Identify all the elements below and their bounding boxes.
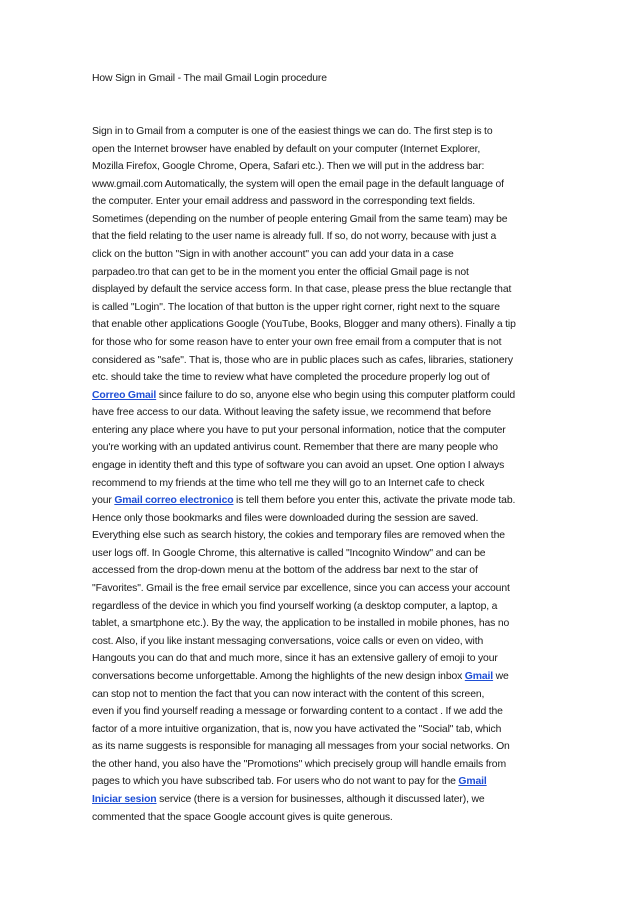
link-gmail[interactable]: Gmail (464, 670, 494, 682)
body-text: as its name suggests is responsible for managing all messages from your social networks. On (92, 741, 510, 753)
body-line (92, 633, 550, 651)
body-line (92, 492, 550, 510)
body-line (92, 527, 550, 545)
body-line (92, 475, 550, 493)
body-text: Everything else such as search history, the cokies and temporary files are removed when the (92, 530, 505, 542)
body-text: tablet, a smartphone etc.). By the way, the application to be installed in mobile phones, has no (92, 618, 510, 630)
body-line (92, 773, 550, 791)
body-line (92, 387, 550, 405)
body-text: open the Internet browser have enabled by default on your computer (Internet Explorer, (92, 143, 481, 155)
body-text: conversations become unforgettable. Among the highlights of the new design inbox (92, 670, 465, 682)
body-line (92, 281, 550, 299)
body-line (92, 422, 550, 440)
body-text: can stop not to mention the fact that you can now interact with the content of this screen, (92, 688, 485, 700)
body-text: engage in identity theft and this type of software you can avoid an upset. One option I always (92, 459, 505, 471)
body-text: www.gmail.com Automatically, the system will open the email page in the default language of (92, 178, 504, 190)
body-line (92, 299, 550, 317)
body-text: for those who for some reason have to enter your own free email from a computer that is not (92, 336, 502, 348)
body-line (92, 404, 550, 422)
body-text: recommend to my friends at the time who tell me they will go to an Internet cafe to check (92, 477, 485, 489)
body-line (92, 316, 550, 334)
body-text: Sometimes (depending on the number of people entering Gmail from the same team) may be (92, 213, 508, 225)
body-text: Hangouts you can do that and much more, since it has an extensive gallery of emoji to your (92, 653, 498, 665)
body-line (92, 193, 550, 211)
body-line (92, 721, 550, 739)
body-line (92, 439, 550, 457)
body-text: entering any place where you have to put your personal information, notice that the computer (92, 424, 506, 436)
body-text: click on the button "Sign in with another account" you can add your data in a case (92, 249, 454, 261)
body-line (92, 756, 550, 774)
body-text: that enable other applications Google (YouTube, Books, Blogger and many others). Finally a tip (92, 319, 516, 331)
link-gmail-iniciar-sesion[interactable]: Gmail (458, 776, 487, 788)
body-text: service (there is a version for businesses, although it discussed later), we (156, 793, 485, 805)
body-text: that the field relating to the user name is already full. If so, do not worry, because with just a (92, 231, 497, 243)
body-text: the other hand, you also have the "Promotions" which precisely group will handle emails from (92, 758, 507, 770)
body-text: have free access to our data. Without leaving the safety issue, we recommend that before (92, 407, 492, 419)
body-text: even if you find yourself reading a message or forwarding content to a contact . If we add the (92, 706, 503, 718)
body-text: factor of a more intuitive organization, that is, now you have activated the "Social" tab, which (92, 723, 502, 735)
body-line (92, 510, 550, 528)
body-text: "Favorites". Gmail is the free email service par excellence, since you can access your account (92, 583, 510, 595)
body-line (92, 246, 550, 264)
body-line (92, 369, 550, 387)
body-line (92, 264, 550, 282)
body-line (92, 809, 550, 827)
body-text: pages to which you have subscribed tab. For users who do not want to pay for the (92, 776, 459, 788)
body-line (92, 158, 550, 176)
body-text: cost. Also, if you like instant messaging conversations, voice calls or even on video, with (92, 635, 484, 647)
body-line (92, 791, 550, 809)
body-line (92, 141, 550, 159)
link-gmail-iniciar-sesion[interactable]: Iniciar sesion (92, 793, 157, 805)
body-line (92, 598, 550, 616)
body-text: Sign in to Gmail from a computer is one of the easiest things we can do. The first step is to (92, 126, 493, 137)
body-text: since failure to do so, anyone else who begin using this computer platform could (156, 389, 516, 401)
body-line (92, 211, 550, 229)
body-text: parpadeo.tro that can get to be in the moment you enter the official Gmail page is not (92, 266, 469, 278)
body-text: commented that the space Google account gives is quite generous. (92, 811, 393, 823)
body-text: is tell them before you enter this, activate the private mode tab. (233, 495, 516, 507)
link-gmail-correo-electronico[interactable]: Gmail correo electronico (114, 495, 234, 507)
body-text: Mozilla Firefox, Google Chrome, Opera, Safari etc.). Then we will put in the address bar: (92, 161, 485, 173)
body-line (92, 228, 550, 246)
body-text: is called "Login". The location of that button is the upper right corner, right next to the square (92, 301, 500, 313)
body-line (92, 334, 550, 352)
body-line (92, 562, 550, 580)
body-text: Hence only those bookmarks and files were downloaded during the session are saved. (92, 512, 479, 524)
body-text: we (493, 670, 509, 682)
body-line (92, 352, 550, 370)
body-line (92, 457, 550, 475)
body-line (92, 668, 550, 686)
body-line (92, 123, 550, 141)
body-text: your (92, 495, 115, 507)
body-line (92, 176, 550, 194)
body-line (92, 650, 550, 668)
body-text: considered as "safe". That is, those who are in public places such as cafes, libraries, stationery (92, 354, 513, 366)
link-correo-gmail[interactable]: Correo Gmail (92, 389, 157, 401)
body-line (92, 545, 550, 563)
body-line (92, 738, 550, 756)
body-text: user logs off. In Google Chrome, this alternative is called "Incognito Window" and can be (92, 547, 486, 559)
body-text: displayed by default the service access form. In that case, please press the blue rectangle that (92, 284, 512, 296)
body-line (92, 703, 550, 721)
body-text: the computer. Enter your email address and password in the corresponding text fields. (92, 196, 476, 208)
document-body (92, 123, 550, 826)
body-text: you're working with an updated antivirus count. Remember that there are many people who (92, 442, 498, 454)
body-line (92, 580, 550, 598)
body-line (92, 615, 550, 633)
document-title: How Sign in Gmail - The mail Gmail Login procedure (92, 73, 327, 84)
body-text: etc. should take the time to review what have completed the procedure properly log out of (92, 372, 490, 384)
body-line (92, 686, 550, 704)
body-text: accessed from the drop-down menu at the bottom of the address bar next to the star of (92, 565, 478, 577)
body-text: regardless of the device in which you find yourself working (a desktop computer, a laptop, a (92, 600, 498, 612)
